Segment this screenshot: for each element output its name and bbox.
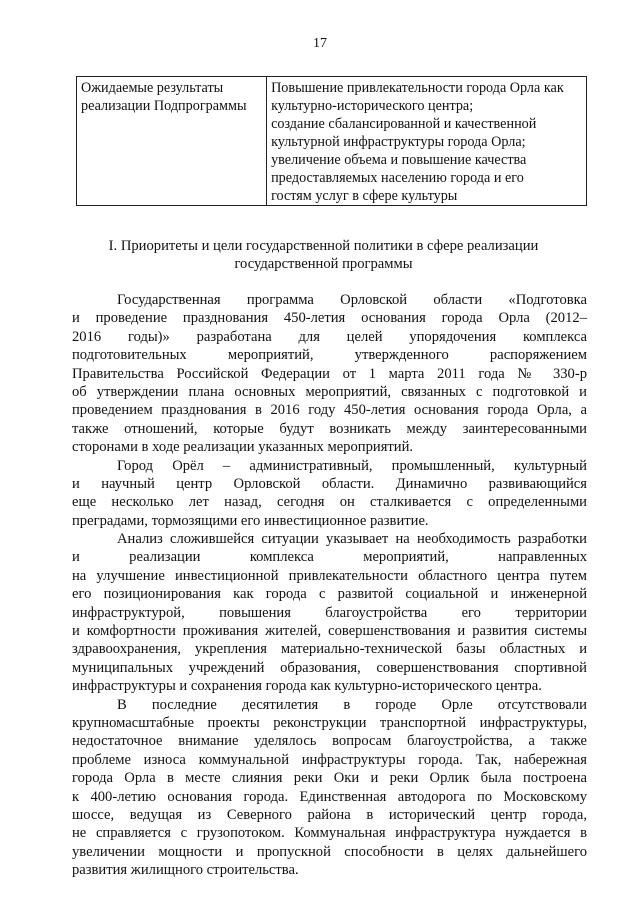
body-line: Анализ сложившейся ситуации указывает на необходимость разработки — [117, 531, 587, 548]
table-label-line: Ожидаемые результаты — [81, 80, 224, 96]
body-line: к 400-летию основания города. Единственная автодорога по Московскому — [72, 788, 587, 805]
body-line: крупномасштабные проекты реконструкции транспортной инфраструктуры, — [72, 714, 587, 731]
table-value-line: Повышение привлекательности города Орла как — [271, 80, 564, 96]
body-line: его позиционирования как города с развитой социальной и инженерной — [72, 586, 587, 603]
body-line: также отношений, которые будут возникать между заинтересованными — [72, 420, 587, 437]
body-line: шоссе, ведущая из Северного района в исторический центр города, — [72, 806, 587, 823]
body-line: проведением празднования в 2016 году 450-летия основания города Орла, а — [72, 402, 587, 419]
table-value-line: увеличение объема и повышение качества — [271, 152, 527, 168]
body-line: 2016 годы)» разработана для целей упорядочения комплекса — [72, 328, 587, 345]
body-line: сторонами в ходе реализации указанных мероприятий. — [72, 439, 414, 456]
body-line: и реализации комплекса мероприятий, направленных — [72, 549, 587, 566]
body-line: об утверждении плана основных мероприятий, связанных с подготовкой и — [72, 383, 587, 400]
table-value-line: создание сбалансированной и качественной — [271, 116, 537, 132]
body-line: инфраструктуры и сохранения города как культурно-исторического центра. — [72, 678, 542, 695]
table-value-line: культурной инфраструктуры города Орла; — [271, 134, 526, 150]
body-line: Правительства Российской Федерации от 1 марта 2011 года № 330-р — [72, 365, 587, 382]
body-line: преградами, тормозящими его инвестиционное развитие. — [72, 512, 429, 529]
table-value-line: культурно-исторического центра; — [271, 98, 474, 114]
table-row — [77, 77, 587, 206]
body-line: не справляется с грузопотоком. Коммунальная инфраструктура нуждается в — [72, 825, 587, 842]
body-line: города Орла в месте слияния реки Оки и реки Орлик была построена — [72, 770, 587, 787]
page-number: 17 — [313, 36, 327, 51]
table-label-line: реализации Подпрограммы — [81, 98, 247, 114]
body-text — [72, 291, 587, 880]
body-line: развития жилищного строительства. — [72, 862, 299, 879]
heading-line: I. Приоритеты и цели государственной политики в сфере реализации — [108, 238, 539, 254]
body-line: увеличении мощности и пропускной способности в целях дальнейшего — [72, 843, 587, 860]
body-line: здравоохранения, укрепления материально-технической базы областных и — [72, 641, 587, 658]
table-label-cell — [77, 77, 267, 206]
table-value-line: гостям услуг в сфере культуры — [271, 188, 458, 204]
body-line: подготовительных мероприятий, утвержденного распоряжением — [72, 347, 587, 364]
body-line: инфраструктурой, повышения благоустройства его территории — [72, 604, 587, 621]
body-line: еще несколько лет назад, сегодня он сталкивается с определенными — [72, 494, 587, 511]
body-line: проблеме износа коммунальной инфраструктуры города. Так, набережная — [72, 751, 587, 768]
body-line: и комфортности проживания жителей, совершенствования и развития системы — [72, 623, 587, 640]
body-line: и проведение празднования 450-летия основания города Орла (2012– — [72, 310, 587, 327]
expected-results-table — [76, 76, 587, 206]
body-line: и научный центр Орловской области. Динамично развивающийся — [72, 475, 587, 492]
body-line: Город Орёл – административный, промышленный, культурный — [117, 457, 587, 474]
table-value-line: предоставляемых населению города и его — [271, 170, 524, 186]
heading-line: государственной программы — [234, 256, 413, 272]
body-line: недостаточное внимание уделялось вопросам благоустройства, а также — [72, 733, 587, 750]
body-line: В последние десятилетия в городе Орле отсутствовали — [117, 696, 587, 713]
body-line: на улучшение инвестиционной привлекательности областного центра путем — [72, 567, 587, 584]
table-value-cell — [267, 77, 587, 206]
body-line: Государственная программа Орловской области «Подготовка — [117, 292, 587, 308]
body-line: муниципальных учреждений образования, совершенствования спортивной — [72, 659, 587, 676]
section-heading — [60, 237, 587, 273]
